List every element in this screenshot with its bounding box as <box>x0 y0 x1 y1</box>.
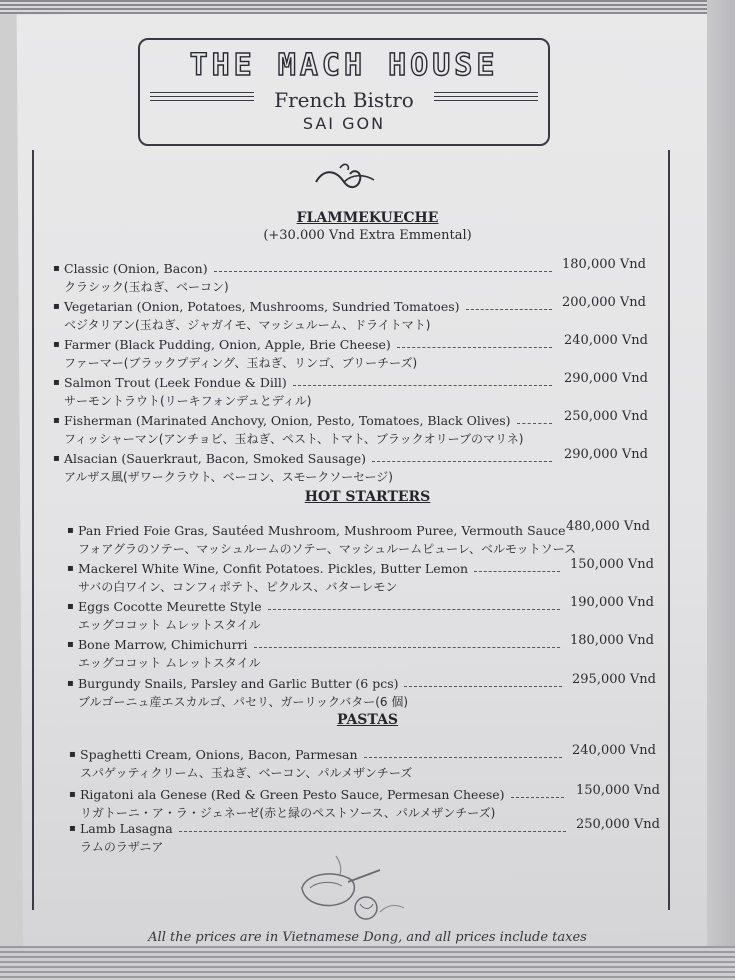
item-japanese-name: ラムのラザニア <box>80 840 164 854</box>
item-name: Lamb Lasagna <box>80 821 173 836</box>
item-japanese-name: サバの白ワイン、コンフィポテト、ピクルス、バターレモン <box>78 580 398 594</box>
item-name: Vegetarian (Onion, Potatoes, Mushrooms, Sundried Tomatoes) <box>64 299 460 314</box>
item-price: 240,000 Vnd <box>572 743 656 758</box>
leader-dots <box>254 647 560 648</box>
leader-dots <box>404 686 562 687</box>
item-price: 240,000 Vnd <box>564 333 648 348</box>
bullet-icon: ▪ <box>69 749 76 760</box>
menu-item <box>67 672 660 715</box>
bullet-icon: ▪ <box>67 525 74 536</box>
item-japanese-name: ベジタリアン(玉ねぎ、ジャガイモ、マッシュルーム、ドライトマト) <box>64 318 431 332</box>
meat-and-tomato-illustration-icon <box>296 852 408 924</box>
leader-dots <box>268 609 560 610</box>
item-name: Mackerel White Wine, Confit Potatoes. Pickles, Butter Lemon <box>78 561 469 576</box>
menu-item <box>53 447 660 490</box>
leader-dots <box>474 571 560 572</box>
bullet-icon: ▪ <box>67 639 74 650</box>
item-name: Eggs Cocotte Meurette Style <box>78 599 262 614</box>
leader-dots <box>293 385 552 386</box>
bullet-icon: ▪ <box>53 453 60 464</box>
leader-dots <box>364 757 562 758</box>
item-name: Fisherman (Marinated Anchovy, Onion, Pesto, Tomatoes, Black Olives) <box>64 413 511 428</box>
item-japanese-name: フィッシャーマン(アンチョビ、玉ねぎ、ペスト、トマト、ブラックオリーブのマリネ) <box>64 432 524 446</box>
bullet-icon: ▪ <box>67 601 74 612</box>
section-heading: HOT STARTERS <box>304 489 431 505</box>
section-heading: PASTAS <box>336 712 399 728</box>
item-price: 250,000 Vnd <box>576 817 660 832</box>
bullet-icon: ▪ <box>53 339 60 350</box>
flourish-ornament-icon <box>314 160 376 194</box>
section-note: (+30.000 Vnd Extra Emmental) <box>263 228 472 243</box>
leader-dots <box>214 271 552 272</box>
item-name: Salmon Trout (Leek Fondue & Dill) <box>64 375 287 390</box>
item-japanese-name: エッグココット ムレットスタイル <box>78 618 261 632</box>
bullet-icon: ▪ <box>69 789 76 800</box>
item-japanese-name: サーモントラウト(リーキフォンデュとディル) <box>64 394 312 408</box>
bottom-paper-edge <box>0 946 735 980</box>
item-japanese-name: リガトーニ・ア・ラ・ジェネーゼ(赤と緑のペストソース、パルメザンチーズ) <box>80 806 496 820</box>
section-heading: FLAMMEKUECHE <box>296 210 439 226</box>
restaurant-city: SAI GON <box>302 114 386 133</box>
item-price: 150,000 Vnd <box>570 557 654 572</box>
bullet-icon: ▪ <box>67 678 74 689</box>
leader-dots <box>372 461 552 462</box>
item-japanese-name: ファーマー(ブラックプディング、玉ねぎ、リンゴ、ブリーチーズ) <box>64 356 418 370</box>
item-price: 250,000 Vnd <box>564 409 648 424</box>
item-japanese-name: フォアグラのソテー、マッシュルームのソテー、マッシュルームピューレ、ベルモットソース <box>78 542 577 556</box>
item-name: Spaghetti Cream, Onions, Bacon, Parmesan <box>80 747 358 762</box>
leader-dots <box>397 347 552 348</box>
menu-item <box>69 743 660 786</box>
item-price: 480,000 Vnd <box>566 519 650 534</box>
item-japanese-name: アルザス風(ザワークラウト、ベーコン、スモークソーセージ) <box>64 470 393 484</box>
bullet-icon: ▪ <box>67 563 74 574</box>
item-name: Farmer (Black Pudding, Onion, Apple, Brie Cheese) <box>64 337 391 352</box>
logo-box <box>138 38 550 146</box>
item-price: 180,000 Vnd <box>562 257 646 272</box>
item-name: Pan Fried Foie Gras, Sautéed Mushroom, Mushroom Puree, Vermouth Sauce <box>78 523 566 538</box>
item-name: Alsacian (Sauerkraut, Bacon, Smoked Sausage) <box>64 451 366 466</box>
item-japanese-name: ブルゴーニュ産エスカルゴ、パセリ、ガーリックバター(6 個) <box>78 695 409 709</box>
item-name: Rigatoni ala Genese (Red & Green Pesto Sauce, Permesan Cheese) <box>80 787 505 802</box>
item-name: Bone Marrow, Chimichurri <box>78 637 248 652</box>
bullet-icon: ▪ <box>69 823 76 834</box>
item-price: 190,000 Vnd <box>570 595 654 610</box>
leader-dots <box>466 309 552 310</box>
item-price: 290,000 Vnd <box>564 371 648 386</box>
item-price: 295,000 Vnd <box>572 672 656 687</box>
bullet-icon: ▪ <box>53 263 60 274</box>
item-price: 150,000 Vnd <box>576 783 660 798</box>
footer-note: All the prices are in Vietnamese Dong, and all prices include taxes <box>148 930 587 945</box>
top-paper-edge <box>0 0 735 14</box>
restaurant-name: THE MACH HOUSE <box>189 48 499 83</box>
item-name: Burgundy Snails, Parsley and Garlic Butter (6 pcs) <box>78 676 399 691</box>
item-price: 180,000 Vnd <box>570 633 654 648</box>
restaurant-subtitle: French Bistro <box>274 88 414 112</box>
item-japanese-name: クラシック(玉ねぎ、ベーコン) <box>64 280 229 294</box>
item-japanese-name: スパゲッティクリーム、玉ねぎ、ベーコン、パルメザンチーズ <box>80 766 413 780</box>
leader-dots <box>511 797 564 798</box>
leader-dots <box>517 423 552 424</box>
bullet-icon: ▪ <box>53 415 60 426</box>
item-name: Classic (Onion, Bacon) <box>64 261 208 276</box>
menu-item <box>67 633 660 676</box>
bullet-icon: ▪ <box>53 301 60 312</box>
leader-dots <box>179 831 566 832</box>
bullet-icon: ▪ <box>53 377 60 388</box>
item-price: 290,000 Vnd <box>564 447 648 462</box>
item-japanese-name: エッグココット ムレットスタイル <box>78 656 261 670</box>
item-price: 200,000 Vnd <box>562 295 646 310</box>
